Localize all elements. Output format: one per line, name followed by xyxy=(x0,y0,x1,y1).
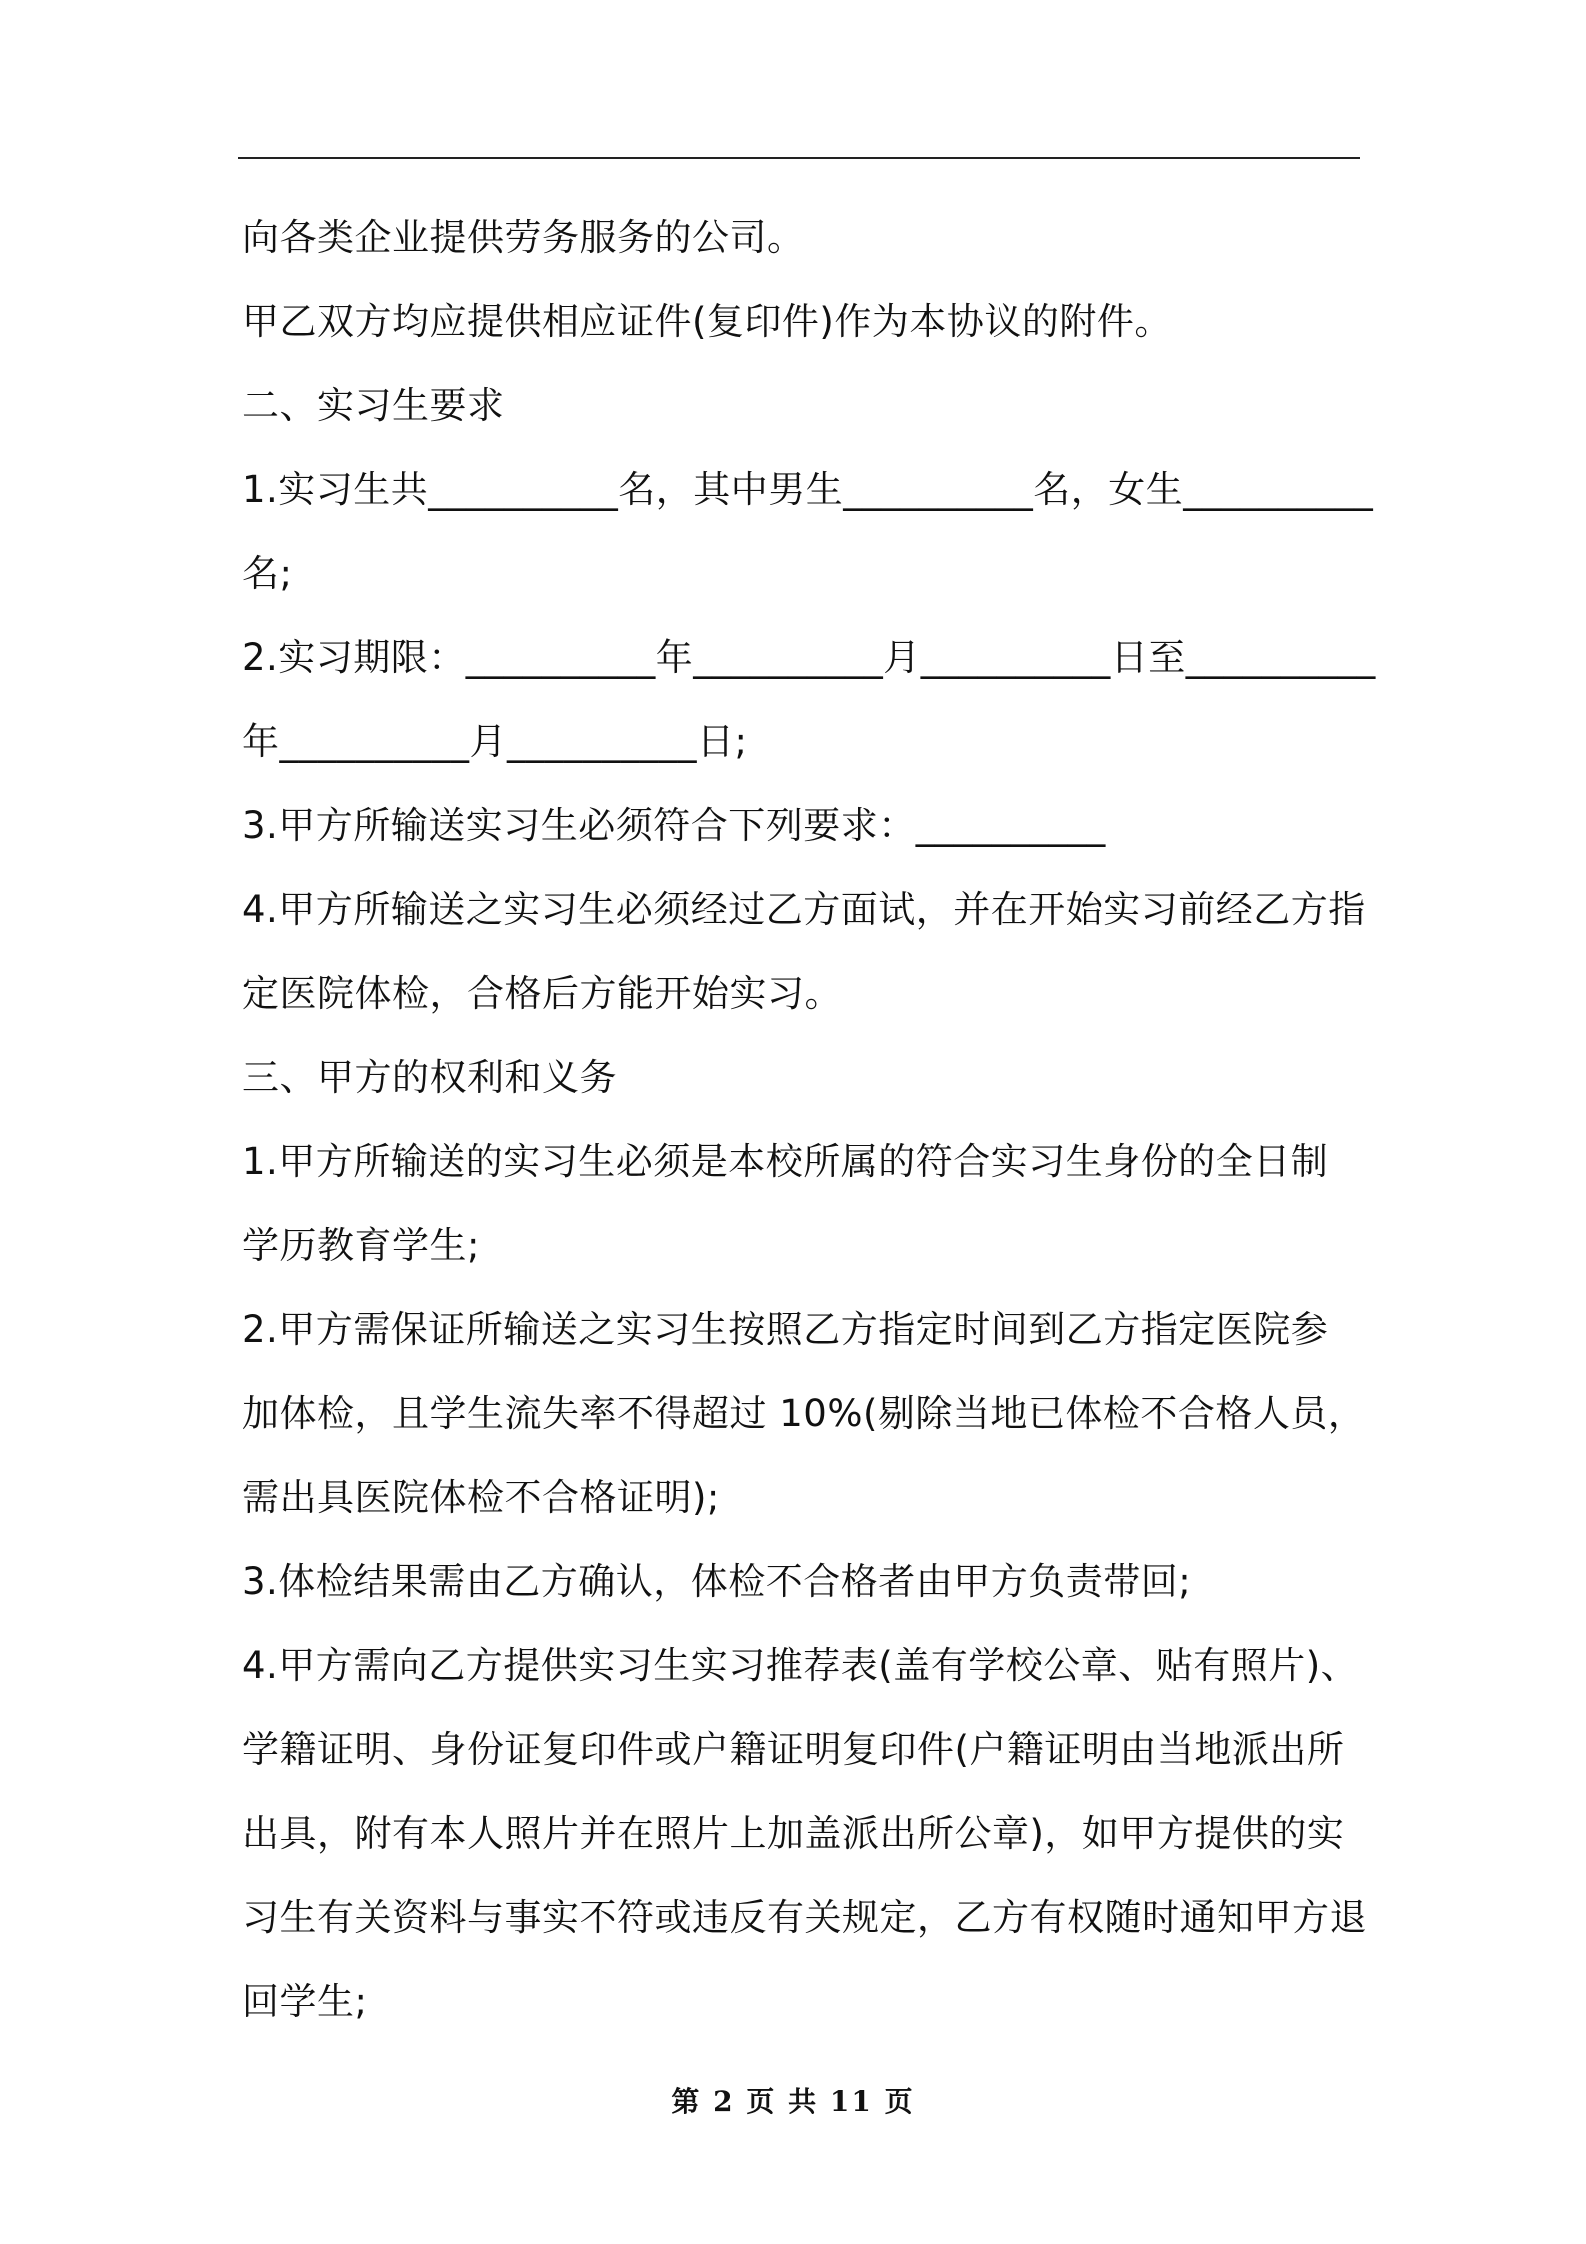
text-line: 3.甲方所输送实习生必须符合下列要求：__________ xyxy=(242,804,1106,847)
text-line: 学历教育学生; xyxy=(242,1224,480,1267)
text-line: 2.甲方需保证所输送之实习生按照乙方指定时间到乙方指定医院参 xyxy=(242,1308,1329,1351)
text-line: 定医院体检，合格后方能开始实习。 xyxy=(242,972,842,1015)
text-line: 年__________月__________日; xyxy=(242,720,748,763)
text-line: 出具，附有本人照片并在照片上加盖派出所公章)，如甲方提供的实 xyxy=(242,1812,1345,1855)
text-line: 1.甲方所输送的实习生必须是本校所属的符合实习生身份的全日制 xyxy=(242,1140,1329,1183)
page-number-footer: 第 2 页 共 11 页 xyxy=(671,2085,915,2118)
document-body xyxy=(242,196,1376,2044)
text-line: 需出具医院体检不合格证明); xyxy=(242,1476,720,1519)
text-line: 4.甲方所输送之实习生必须经过乙方面试，并在开始实习前经乙方指 xyxy=(242,888,1366,931)
text-line: 回学生; xyxy=(242,1980,368,2023)
text-line: 向各类企业提供劳务服务的公司。 xyxy=(242,216,805,259)
header-rule xyxy=(238,157,1360,159)
section-heading: 三、甲方的权利和义务 xyxy=(242,1056,617,1099)
text-line: 2.实习期限：__________年__________月__________日至__________ xyxy=(242,636,1376,679)
text-line: 1.实习生共__________名，其中男生__________名，女生__________ xyxy=(242,468,1374,511)
text-line: 学籍证明、身份证复印件或户籍证明复印件(户籍证明由当地派出所 xyxy=(242,1728,1345,1771)
text-line: 加体检，且学生流失率不得超过 10%(剔除当地已体检不合格人员， xyxy=(242,1392,1366,1435)
text-line: 3.体检结果需由乙方确认，体检不合格者由甲方负责带回; xyxy=(242,1560,1192,1603)
section-heading: 二、实习生要求 xyxy=(242,384,505,427)
text-line: 习生有关资料与事实不符或违反有关规定，乙方有权随时通知甲方退 xyxy=(242,1896,1367,1939)
text-line: 甲乙双方均应提供相应证件(复印件)作为本协议的附件。 xyxy=(242,300,1172,343)
text-line: 4.甲方需向乙方提供实习生实习推荐表(盖有学校公章、贴有照片)、 xyxy=(242,1644,1359,1687)
text-line: 名; xyxy=(242,552,293,595)
